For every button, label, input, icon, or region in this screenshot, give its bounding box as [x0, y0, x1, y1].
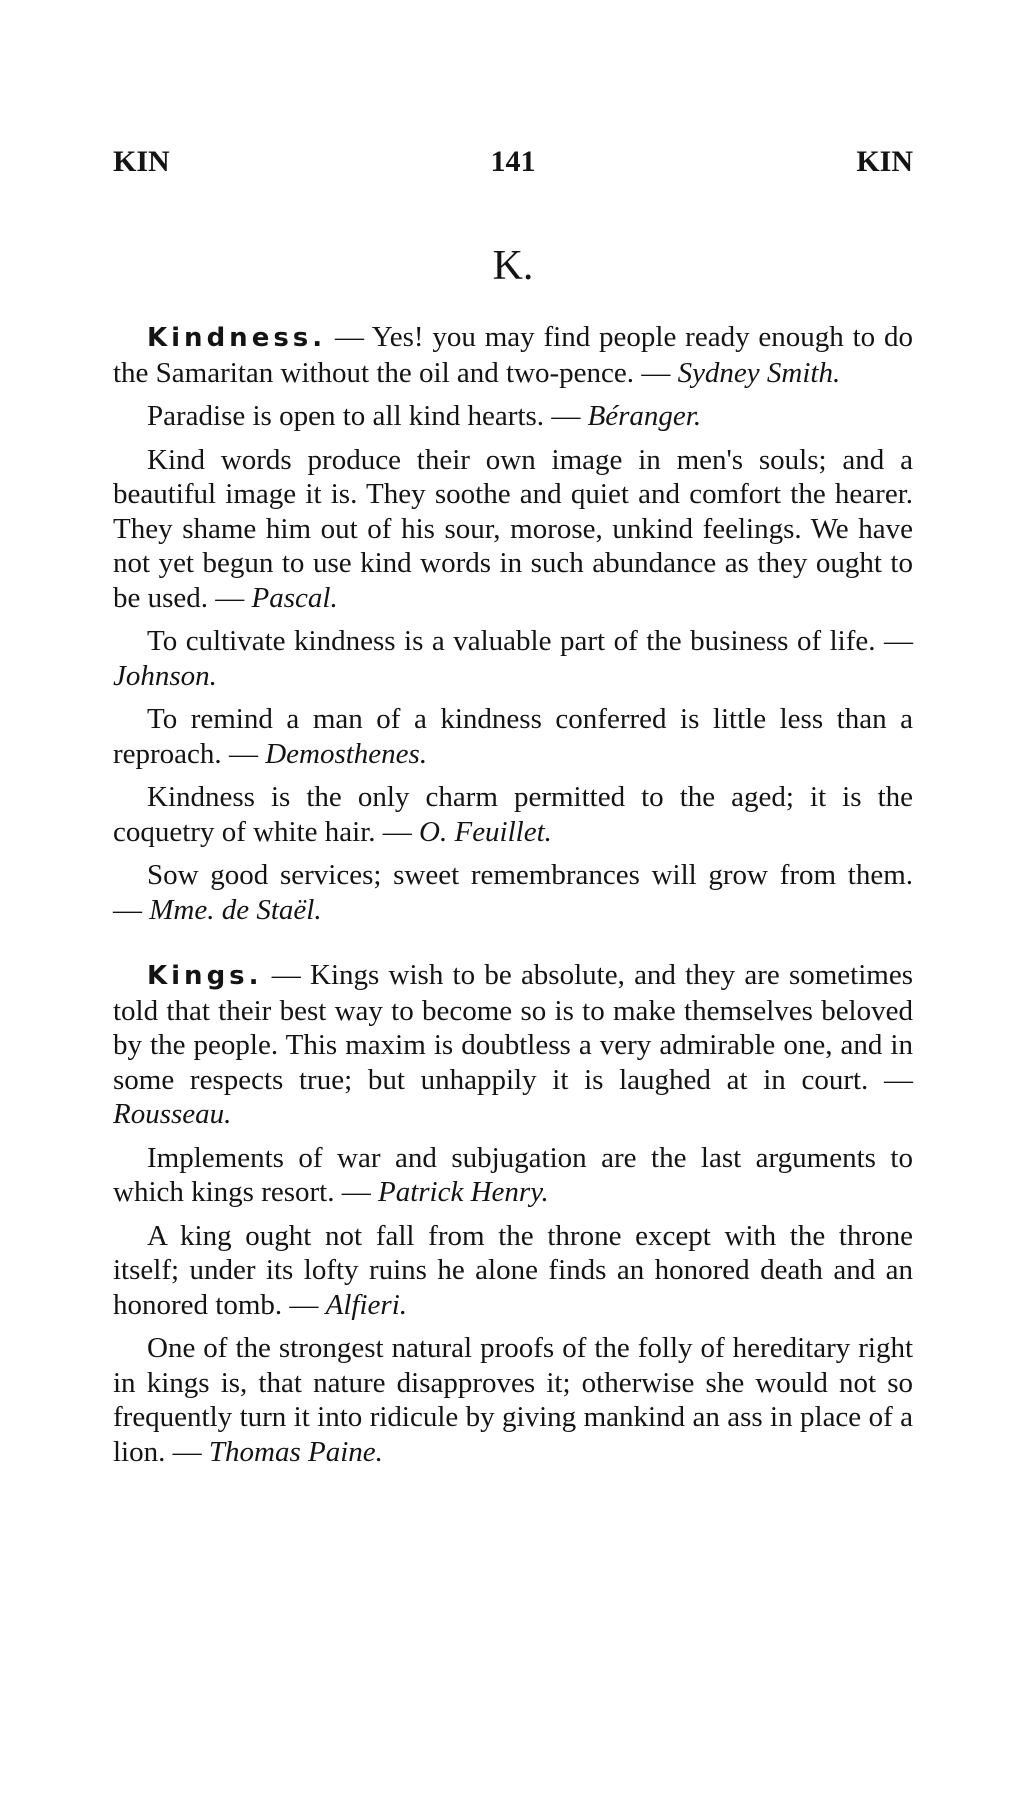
topic-heading: Kings.: [147, 961, 263, 991]
quote-text: One of the strongest natural proofs of the folly of hereditary right in kings is, that nature disapproves it; otherwise she would not so frequently turn it into ridicule by giving mankind an ass in place of a lion.: [113, 1332, 913, 1468]
quote-text: Paradise is open to all kind hearts.: [147, 400, 545, 432]
quote-author: Thomas Paine.: [208, 1435, 383, 1468]
quote-text: Yes! you may find people ready enough to do the Samaritan without the oil and two-pence.: [113, 321, 913, 389]
quote-paragraph: Kind words produce their own image in men's souls; and a beautiful image it is. They soothe and quiet and comfort the hearer. They shame him out of his sour, morose, unkind feelings. We have not yet begun to use kind words in such abundance as they ought to be used. — Pascal.: [113, 443, 913, 614]
section-letter: K.: [492, 243, 534, 289]
quote-paragraph: Kindness is the only charm permitted to the aged; it is the coquetry of white hair. — O. Feuillet.: [113, 781, 913, 848]
page-content: [113, 320, 913, 1478]
quote-paragraph: To remind a man of a kindness conferred is little less than a reproach. — Demosthenes.: [113, 703, 913, 770]
quote-paragraph: Kindness. — Yes! you may find people ready enough to do the Samaritan without the oil and two-pence. — Sydney Smith.: [113, 321, 913, 389]
running-head-left: KIN: [113, 145, 170, 178]
book-page: [113, 0, 913, 1793]
quote-paragraph: Implements of war and subjugation are the last arguments to which kings resort. — Patrick Henry.: [113, 1141, 913, 1208]
quote-paragraph: One of the strongest natural proofs of the folly of hereditary right in kings is, that nature disapproves it; otherwise she would not so frequently turn it into ridicule by giving mankind an ass in place of a lion. — Thomas Paine.: [113, 1332, 913, 1468]
quote-author: Rousseau.: [113, 1098, 232, 1130]
quote-author: Béranger.: [587, 400, 702, 432]
topic-kindness: [113, 320, 913, 927]
quote-paragraph: Sow good services; sweet remembrances will grow from them. — Mme. de Staël.: [113, 859, 913, 926]
quote-paragraph: A king ought not fall from the throne except with the throne itself; under its lofty ruins he alone finds an honored death and an honored tomb. — Alfieri.: [113, 1219, 913, 1321]
quote-text: Sow good services; sweet remembrances will grow from them.: [147, 859, 913, 891]
quote-text: A king ought not fall from the throne except with the throne itself; under its lofty ruins he alone finds an honored death and an honored tomb.: [113, 1219, 913, 1321]
quote-author: Mme. de Staël.: [149, 893, 322, 926]
topic-heading: Kindness.: [147, 323, 327, 353]
quote-text: Kindness is the only charm permitted to the aged; it is the coquetry of white hair.: [113, 781, 913, 848]
running-head: [113, 145, 913, 185]
quote-author: Pascal.: [251, 581, 338, 614]
running-head-right: KIN: [856, 145, 913, 178]
quote-author: Johnson.: [113, 659, 217, 692]
quote-author: Demosthenes.: [265, 737, 428, 770]
quote-text: Implements of war and subjugation are the last arguments to which kings resort.: [113, 1141, 913, 1208]
quote-paragraph: Kings. — Kings wish to be absolute, and they are sometimes told that their best way to become so is to make themselves beloved by the people. This maxim is doubtless a very admirable one, and in some respects true; but unhappily it is laughed at in court. — Rousseau.: [113, 959, 914, 1130]
quote-text: To remind a man of a kindness conferred is little less than a reproach.: [113, 703, 913, 770]
quote-author: O. Feuillet.: [419, 815, 552, 848]
quote-text: Kings wish to be absolute, and they are sometimes told that their best way to become so is to make themselves beloved by the people. This maxim is doubtless a very admirable one, and in some respects true; but unhappily it is laughed at in court.: [113, 959, 914, 1096]
quote-paragraph: Paradise is open to all kind hearts. — Béranger.: [147, 400, 702, 432]
quote-paragraph: To cultivate kindness is a valuable part of the business of life. — Johnson.: [113, 625, 914, 692]
topic-kings: [113, 958, 913, 1469]
quote-text: Kind words produce their own image in men's souls; and a beautiful image it is. They soothe and quiet and comfort the hearer. They shame him out of his sour, morose, unkind feelings. We have not yet begun to use kind words in such abundance as they ought to be used.: [113, 443, 913, 614]
quote-text: To cultivate kindness is a valuable part of the business of life.: [147, 625, 876, 657]
page-number: 141: [490, 145, 536, 178]
topic-spacer: [113, 936, 913, 958]
quote-author: Alfieri.: [325, 1288, 408, 1321]
quote-author: Patrick Henry.: [378, 1176, 549, 1208]
quote-author: Sydney Smith.: [677, 356, 841, 389]
